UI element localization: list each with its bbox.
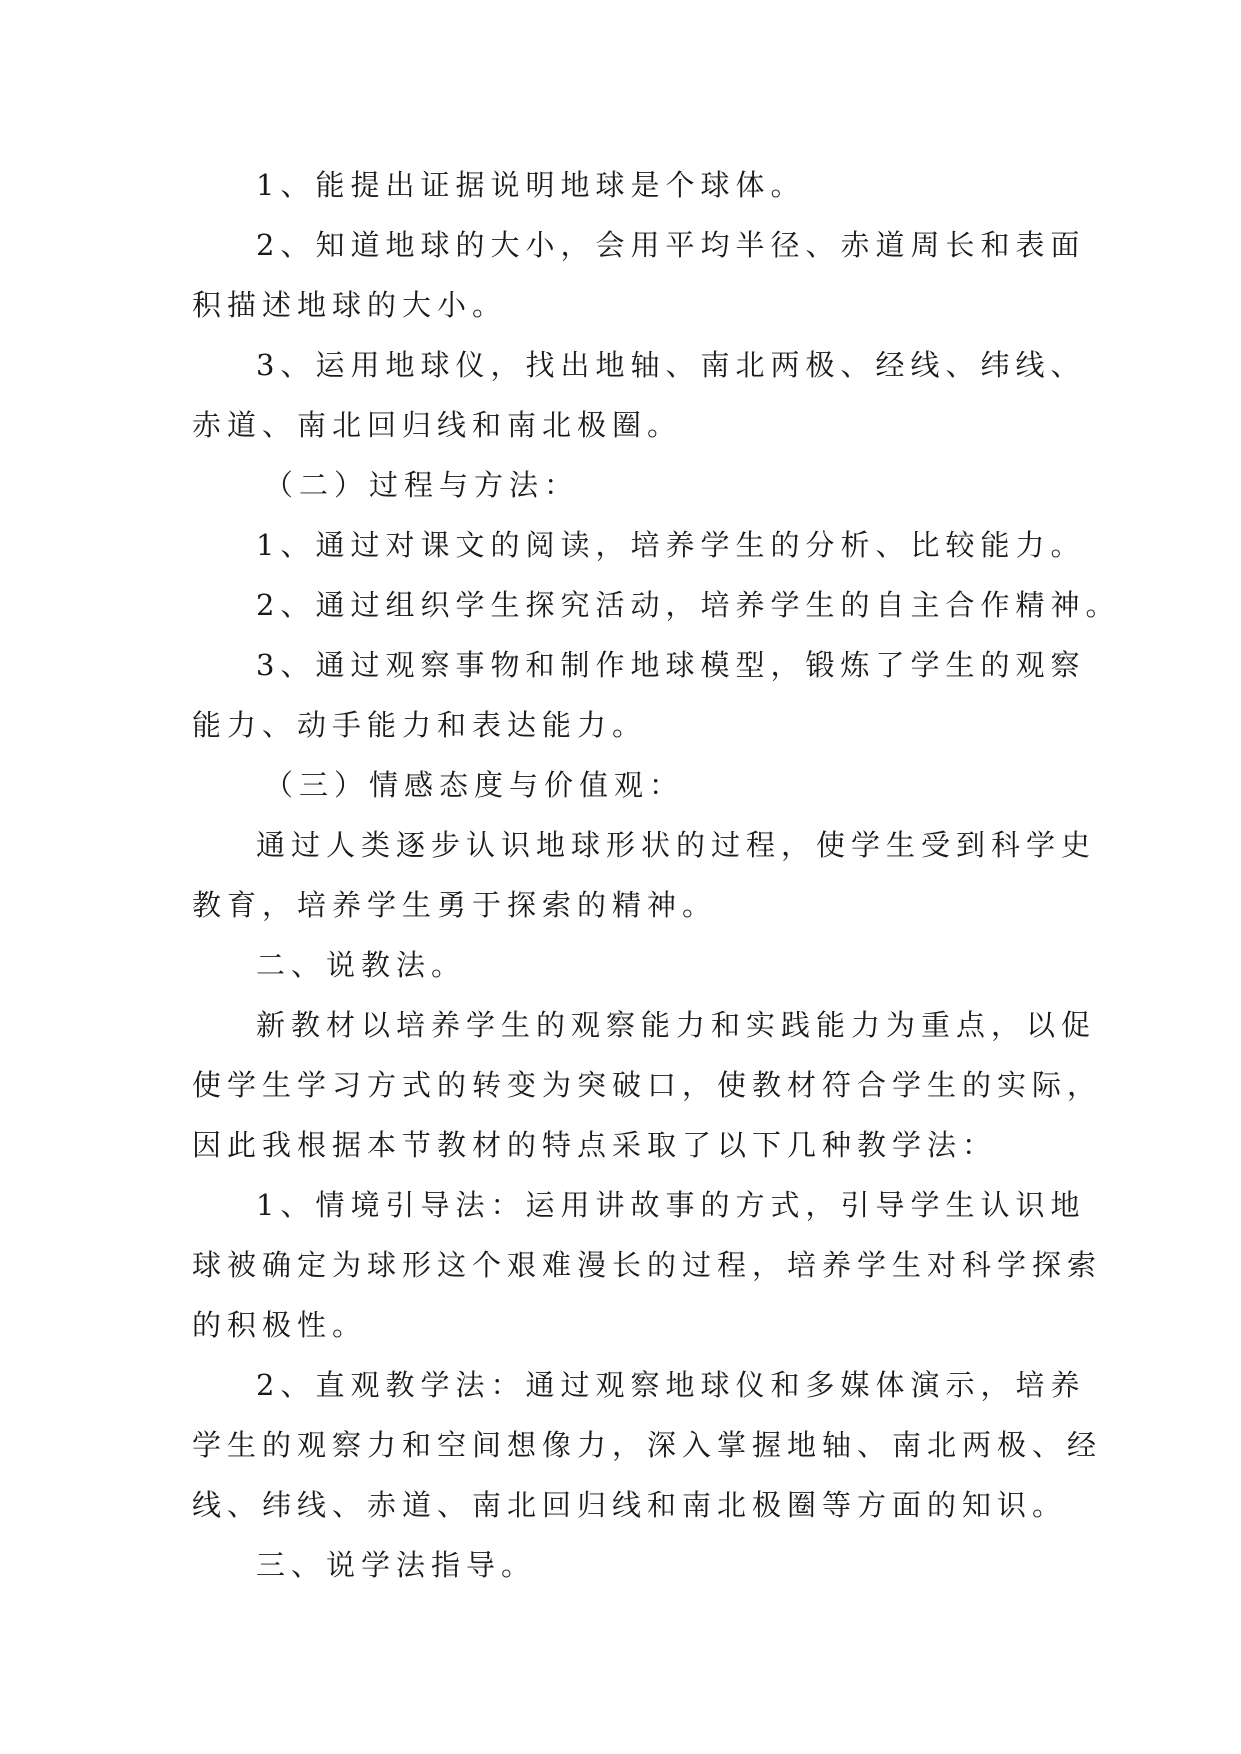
paragraph-line: 2、直观教学法：通过观察地球仪和多媒体演示，培养: [256, 1368, 1086, 1402]
section-heading: 三、说学法指导。: [256, 1548, 537, 1582]
document-body: [192, 155, 1121, 1595]
paragraph-line: 球被确定为球形这个艰难漫长的过程，培养学生对科学探索: [192, 1248, 1103, 1282]
section-heading: （二）过程与方法：: [264, 468, 580, 502]
paragraph-line: 1、通过对课文的阅读，培养学生的分析、比较能力。: [256, 528, 1086, 562]
paragraph-line: 积描述地球的大小。: [192, 288, 508, 322]
paragraph-line: 学生的观察力和空间想像力，深入掌握地轴、南北两极、经: [192, 1428, 1103, 1462]
paragraph-line: 的积极性。: [192, 1308, 368, 1342]
paragraph-line: 能力、动手能力和表达能力。: [192, 708, 648, 742]
paragraph-line: 2、知道地球的大小，会用平均半径、赤道周长和表面: [256, 228, 1086, 262]
paragraph-line: 赤道、南北回归线和南北极圈。: [192, 408, 683, 442]
paragraph-line: 线、纬线、赤道、南北回归线和南北极圈等方面的知识。: [192, 1488, 1068, 1522]
paragraph-line: 使学生学习方式的转变为突破口，使教材符合学生的实际，: [192, 1068, 1103, 1102]
paragraph-line: 新教材以培养学生的观察能力和实践能力为重点，以促: [256, 1008, 1097, 1042]
paragraph-line: 2、通过组织学生探究活动，培养学生的自主合作精神。: [256, 588, 1121, 622]
section-heading: 二、说教法。: [256, 948, 467, 982]
section-heading: （三）情感态度与价值观：: [264, 768, 685, 802]
paragraph-line: 3、运用地球仪，找出地轴、南北两极、经线、纬线、: [256, 348, 1086, 382]
paragraph-line: 因此我根据本节教材的特点采取了以下几种教学法：: [192, 1128, 998, 1162]
paragraph-line: 通过人类逐步认识地球形状的过程，使学生受到科学史: [256, 828, 1097, 862]
paragraph-line: 3、通过观察事物和制作地球模型，锻炼了学生的观察: [256, 648, 1086, 682]
paragraph-line: 1、能提出证据说明地球是个球体。: [256, 168, 806, 202]
paragraph-line: 教育，培养学生勇于探索的精神。: [192, 888, 718, 922]
paragraph-line: 1、情境引导法：运用讲故事的方式，引导学生认识地: [256, 1188, 1086, 1222]
